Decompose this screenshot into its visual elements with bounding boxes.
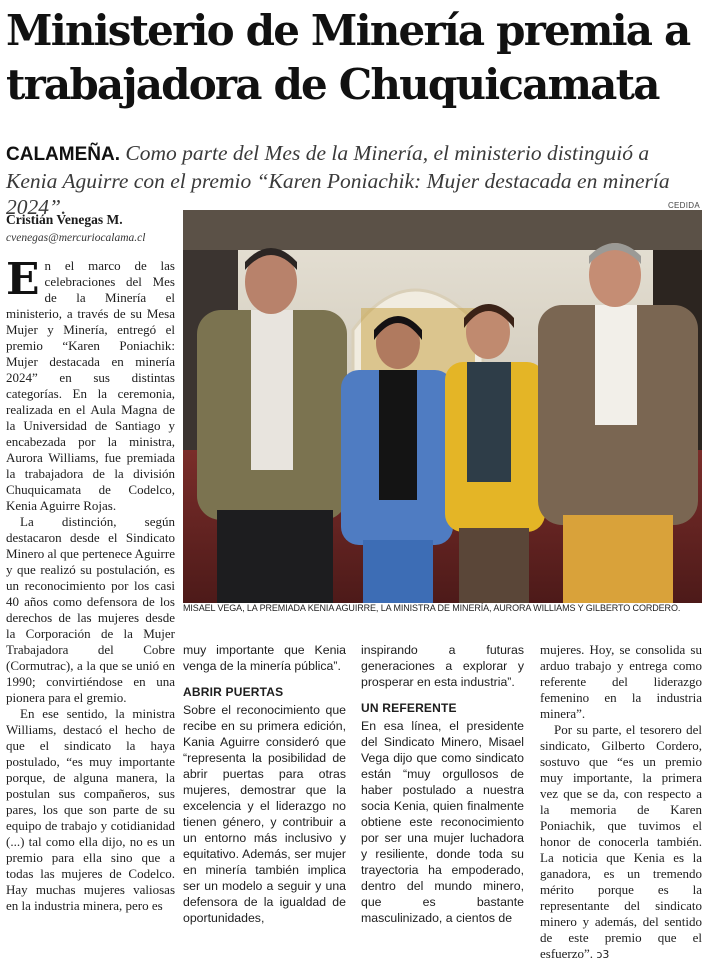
byline	[6, 212, 176, 244]
author-email[interactable]: cvenegas@mercuriocalama.cl	[6, 232, 146, 244]
paragraph-3: En ese sentido, la ministra Williams, destacó el hecho de que el sindicato la haya postulado, “es muy importante porque, de alguna manera, la postulan sus compañeros, sus pares, los que son parte de su equipo de trabajo y cotidianidad (...) tal como ella dijo, no es un premio para ella sino que a todas las mujeres de Codelco. Hay muchas mujeres valiosas en la industria minera, pero es	[6, 706, 175, 913]
headline-line-1: Ministerio de Minería premia a	[6, 6, 690, 55]
kicker: CALAMEÑA.	[6, 144, 120, 165]
photo-caption: MISAEL VEGA, LA PREMIADA KENIA AGUIRRE, LA MINISTRA DE MINERÍA, AURORA WILLIAMS Y GILBERTO CORDERO.	[183, 603, 681, 613]
paragraph-1-text: n el marco de las celebraciones del Mes de la Minería el ministerio, a través de su Mesa Mujer y Minería, entregó el premio “Karen Poniachik: Mujer destacada en minería 2024” en sus distintas categorías. En la ceremonia, realizada en el Aula Magna de la Universidad de Santiago y encabezada por la ministra, Aurora Williams, fue premiada la trabajadora de la división Chuquicamata de Codelco, Kenia Aguirre Rojas.	[6, 258, 175, 513]
paragraph-1	[6, 254, 175, 514]
paragraph-2: La distinción, según destacaron desde el Sindicato Minero al que pertenece Aguirre y que realizó su postulación, es un reconocimiento por los casi 40 años como defensora de los derechos de las mujeres desde la Corporación de la Mujer Trabajadora del Cobre (Cormutrac), a la que se unió en 1990; convirtiéndose en una pionera para el gremio.	[6, 514, 175, 705]
paragraph-7: En esa línea, el presidente del Sindicato Minero, Misael Vega dijo que como sindicato están “muy orgullosos de haber postulado a nuestra socia Kenia, quien finalmente obtiene este reconocimiento por ser una mujer luchadora y resiliente, donde toda su trayectoria ha empoderado, dentro del mundo minero, que es bastante masculinizado, a cientos de	[361, 719, 524, 925]
deck	[6, 140, 702, 220]
headline-line-2: trabajadora de Chuquicamata	[6, 60, 659, 109]
column-3	[361, 642, 524, 926]
column-2	[183, 642, 346, 926]
article-photo	[183, 210, 702, 603]
paragraph-9	[540, 722, 702, 963]
paragraph-6: inspirando a futuras generaciones a explorar y prosperar en esta industria”.	[361, 643, 524, 689]
paragraph-8: mujeres. Hoy, se consolida su arduo trabajo y entrega como referente del liderazgo femenino en la industria minera”.	[540, 642, 702, 721]
headline	[6, 4, 706, 112]
paragraph-9-text: Por su parte, el tesorero del sindicato, Gilberto Cordero, sostuvo que “es un premio muy importante, la primera vez que se da, con respecto a la memoria de Karen Poniachik, que tuvimos el honor de conocerla también. La noticia que Kenia es la ganadora, es un tremendo mérito porque es la representante del sindicato minero y además, del sentido de este premio que el esfuerzo”.	[540, 722, 702, 961]
deck-text: Como parte del Mes de la Minería, el ministerio distinguió a Kenia Aguirre con el premio “Karen Poniachik: Mujer destacada en minería 2024”.	[6, 141, 670, 219]
photo-credit: CEDIDA	[667, 201, 700, 210]
drop-cap: E	[6, 254, 40, 305]
paragraph-4: muy importante que Kenia venga de la minería pública”.	[183, 643, 346, 673]
column-1	[6, 254, 175, 914]
end-mark-icon: ↄ3	[596, 948, 610, 961]
author-name: Cristián Venegas M.	[6, 212, 123, 227]
subheading-abrir-puertas: ABRIR PUERTAS	[183, 685, 284, 699]
paragraph-5: Sobre el reconocimiento que recibe en su primera edición, Kania Aguirre consideró que “representa la posibilidad de abrir puertas para otras mujeres, demostrar que la excelencia y el liderazgo no tienen género, y contribuir a un entorno más inclusivo y equitativo. Además, ser mujer en minería también implica ser un modelo a seguir y una defensora de la igualdad de oportunidades,	[183, 703, 346, 925]
column-4	[540, 642, 702, 963]
photo-illustration	[183, 210, 702, 603]
subheading-un-referente: UN REFERENTE	[361, 701, 457, 715]
